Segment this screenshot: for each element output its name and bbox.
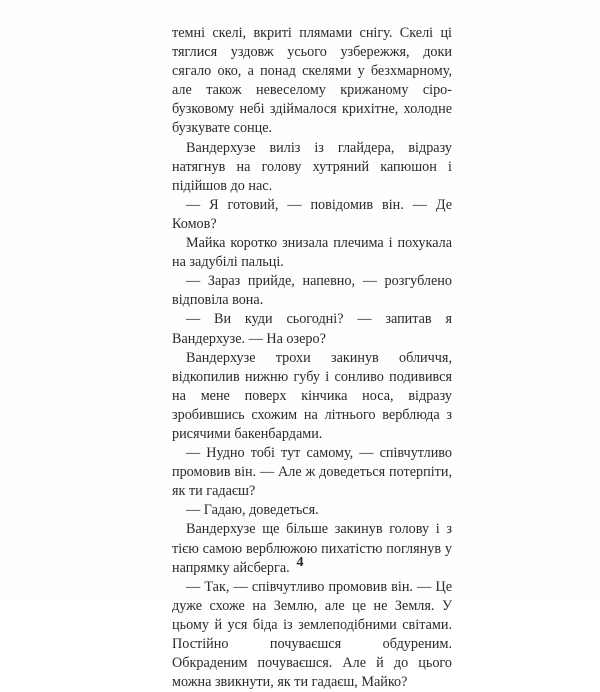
dialogue-line: — Зараз прийде, напевно, — розгублено відповіла вона. — [172, 273, 452, 309]
page-body-text — [172, 24, 452, 692]
paragraph: Вандерхузе ще більше закинув голову і з тією самою верблюжою пихатістю поглянув у напрямку айсберга. — [172, 521, 452, 576]
dialogue-line: — Так, — співчутливо промовив він. — Це дуже схоже на Землю, але це не Земля. У цьому й уся біда із землеподібними світами. Постійно почуваєшся обдуреним. Обкраденим почуваєшся. Але й до цього можна звикнути, як ти гадаєш, Майко? — [172, 578, 452, 691]
paragraph: Вандерхузе виліз із глайдера, відразу натягнув на голову хутряний капюшон і підійшов до нас. — [172, 139, 452, 194]
paragraph: Майка коротко знизала плечима і похукала на задубілі пальці. — [172, 235, 452, 271]
dialogue-line: — Гадаю, доведеться. — [186, 502, 319, 519]
dialogue-line: — Ви куди сьогодні? — запитав я Вандерхузе. — На озеро? — [172, 311, 452, 347]
dialogue-line: — Нудно тобі тут самому, — співчутливо промовив він. — Але ж доведеться потерпіти, як ти гадаєш? — [172, 445, 452, 500]
paragraph: Вандерхузе трохи закинув обличчя, відкопилив нижню губу і сонливо подивився на мене поверх кінчика носа, відразу зробившись схожим на літнього верблюда з рисячими бакенбардами. — [172, 349, 452, 442]
page-number: 4 — [296, 555, 304, 570]
paragraph: темні скелі, вкриті плямами снігу. Скелі ці тяглися уздовж усього узбережжя, доки сягало око, а понад скелями у безхмарному, але також невеселому крижаному сіро-бузковому небі здіймалося крихітне, холодне бузкувате сонце. — [172, 25, 452, 137]
dialogue-line: — Я готовий, — повідомив він. — Де Комов? — [172, 196, 452, 232]
